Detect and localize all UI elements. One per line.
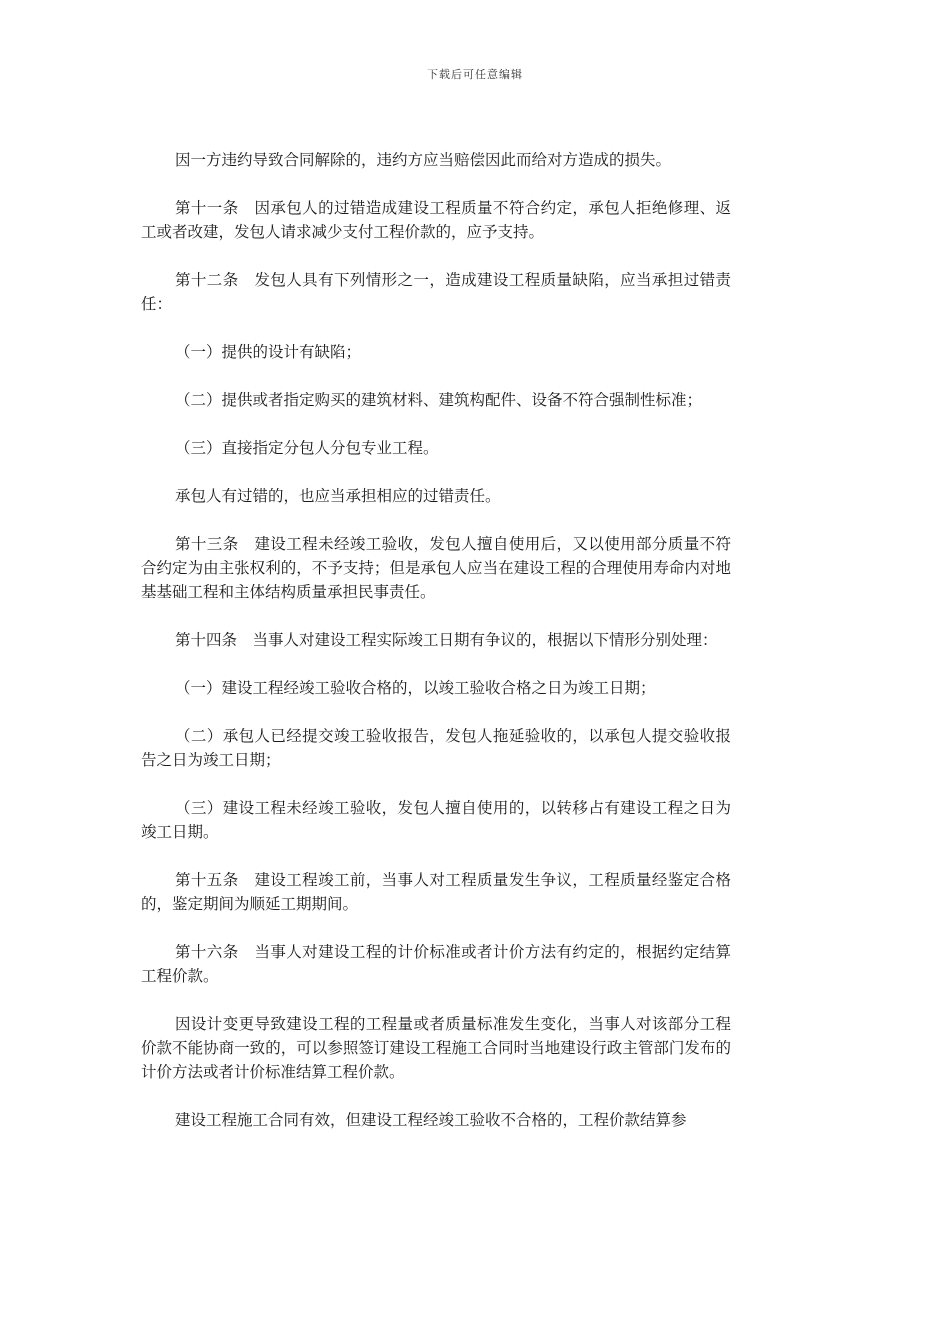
paragraph-article-13: 第十三条 建设工程未经竣工验收，发包人擅自使用后，又以使用部分质量不符合约定为由主张权利的，不予支持；但是承包人应当在建设工程的合理使用寿命内对地基基础工程和主体结构质量承担民事责任。 bbox=[141, 535, 731, 601]
paragraph-article-14: 第十四条 当事人对建设工程实际竣工日期有争议的，根据以下情形分别处理： bbox=[175, 631, 718, 649]
paragraph: 因设计变更导致建设工程的工程量或者质量标准发生变化，当事人对该部分工程价款不能协商一致的，可以参照签订建设工程施工合同时当地建设行政主管部门发布的计价方法或者计价标准结算工程价款。 bbox=[141, 1015, 731, 1081]
list-item: （三）直接指定分包人分包专业工程。 bbox=[175, 439, 439, 457]
paragraph: 因一方违约导致合同解除的，违约方应当赔偿因此而给对方造成的损失。 bbox=[175, 151, 672, 169]
document-body bbox=[141, 148, 731, 1156]
paragraph-article-16: 第十六条 当事人对建设工程的计价标准或者计价方法有约定的，根据约定结算工程价款。 bbox=[141, 943, 731, 985]
page-header: 下载后可任意编辑 bbox=[427, 68, 523, 81]
list-item: （二）承包人已经提交竣工验收报告，发包人拖延验收的，以承包人提交验收报告之日为竣工日期； bbox=[141, 727, 731, 769]
list-item: （一）建设工程经竣工验收合格的，以竣工验收合格之日为竣工日期； bbox=[175, 679, 656, 697]
paragraph: 建设工程施工合同有效，但建设工程经竣工验收不合格的，工程价款结算参 bbox=[175, 1111, 687, 1129]
list-item: （三）建设工程未经竣工验收，发包人擅自使用的，以转移占有建设工程之日为竣工日期。 bbox=[141, 799, 731, 841]
paragraph: 承包人有过错的，也应当承担相应的过错责任。 bbox=[175, 487, 501, 505]
paragraph-article-11: 第十一条 因承包人的过错造成建设工程质量不符合约定，承包人拒绝修理、返工或者改建，发包人请求减少支付工程价款的，应予支持。 bbox=[141, 199, 731, 241]
list-item: （二）提供或者指定购买的建筑材料、建筑构配件、设备不符合强制性标准； bbox=[175, 391, 703, 409]
list-item: （一）提供的设计有缺陷； bbox=[175, 343, 362, 361]
paragraph-article-15: 第十五条 建设工程竣工前，当事人对工程质量发生争议，工程质量经鉴定合格的，鉴定期间为顺延工期期间。 bbox=[141, 871, 731, 913]
paragraph-article-12: 第十二条 发包人具有下列情形之一，造成建设工程质量缺陷，应当承担过错责任： bbox=[141, 271, 731, 313]
